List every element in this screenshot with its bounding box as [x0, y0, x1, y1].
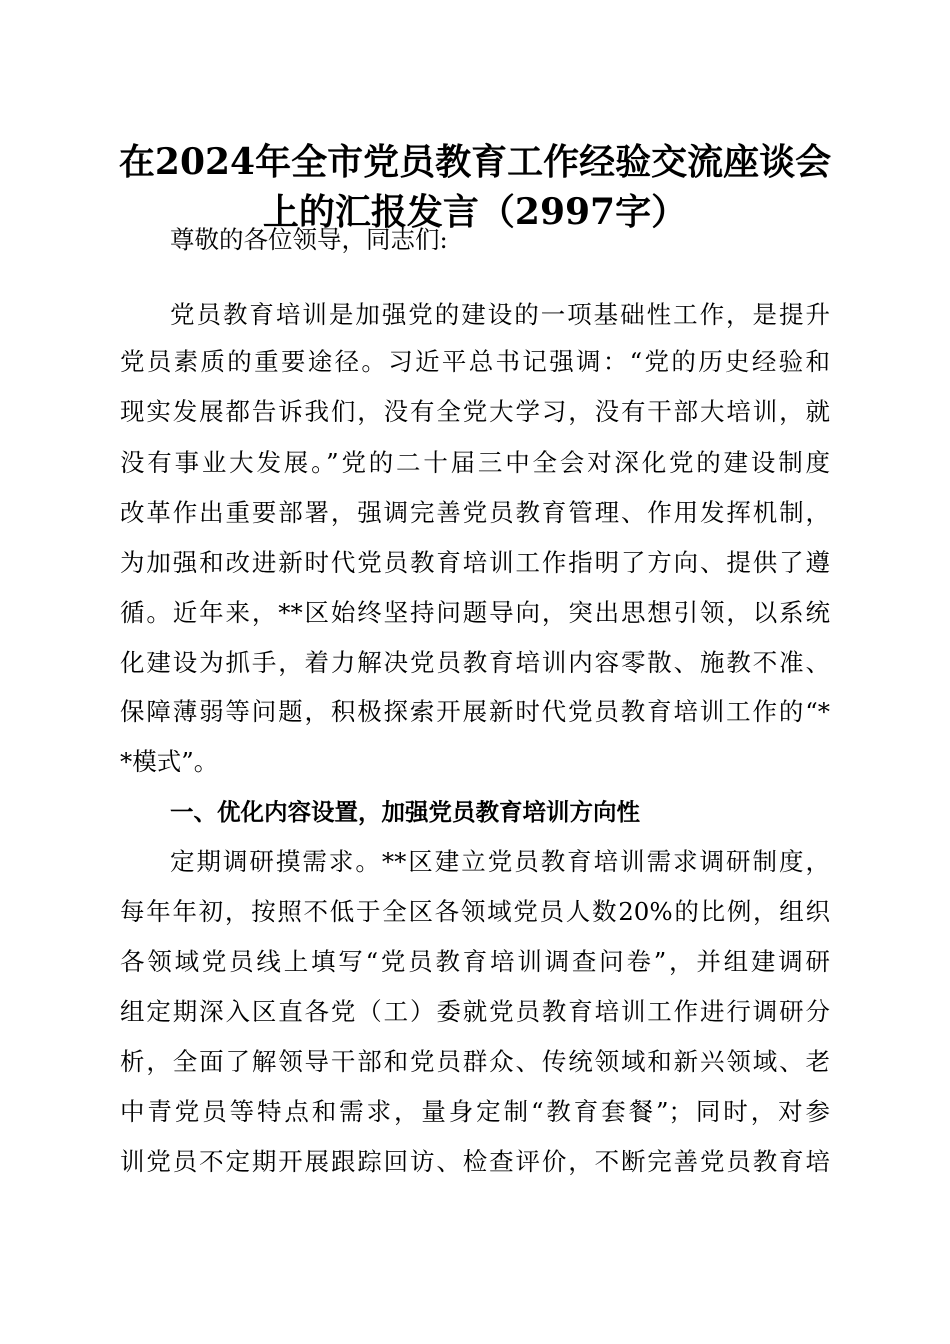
paragraph-2-line: 中青党员等特点和需求，量身定制“教育套餐”；同时，对参 [120, 1097, 830, 1126]
document-title-line-1: 在2024年全市党员教育工作经验交流座谈会 [118, 141, 832, 183]
document-title-line-2: 上的汇报发言（2997字） [262, 191, 688, 233]
paragraph-1-line: 改革作出重要部署，强调完善党员教育管理、作用发挥机制， [120, 498, 830, 527]
paragraph-2-line: 组定期深入区直各党（工）委就党员教育培训工作进行调研分 [120, 997, 830, 1026]
paragraph-2-line: 每年年初，按照不低于全区各领域党员人数20%的比例，组织 [120, 897, 830, 926]
paragraph-1-line: 循。近年来，**区始终坚持问题导向，突出思想引领，以系统 [120, 598, 830, 627]
salutation: 尊敬的各位领导，同志们: [170, 225, 448, 254]
paragraph-1-line: 党员素质的重要途径。习近平总书记强调：“党的历史经验和 [120, 347, 830, 376]
paragraph-2-line: 定期调研摸需求。**区建立党员教育培训需求调研制度， [170, 847, 830, 876]
paragraph-1-line: 保障薄弱等问题，积极探索开展新时代党员教育培训工作的“* [120, 697, 830, 726]
paragraph-2-line: 各领域党员线上填写“党员教育培训调查问卷”，并组建调研 [120, 947, 830, 976]
section-1-heading: 一、优化内容设置，加强党员教育培训方向性 [170, 798, 640, 826]
paragraph-1-line: 现实发展都告诉我们，没有全党大学习，没有干部大培训，就 [120, 397, 830, 426]
paragraph-1-line: 党员教育培训是加强党的建设的一项基础性工作，是提升 [170, 300, 830, 329]
paragraph-2-line: 析，全面了解领导干部和党员群众、传统领域和新兴领域、老 [120, 1047, 830, 1076]
paragraph-2-line: 训党员不定期开展跟踪回访、检查评价，不断完善党员教育培 [120, 1147, 830, 1176]
paragraph-1-line: *模式”。 [120, 747, 219, 776]
paragraph-1-line: 没有事业大发展。”党的二十届三中全会对深化党的建设制度 [120, 448, 830, 477]
paragraph-1-line: 化建设为抓手，着力解决党员教育培训内容零散、施教不准、 [120, 648, 830, 677]
paragraph-1-line: 为加强和改进新时代党员教育培训工作指明了方向、提供了遵 [120, 548, 830, 577]
